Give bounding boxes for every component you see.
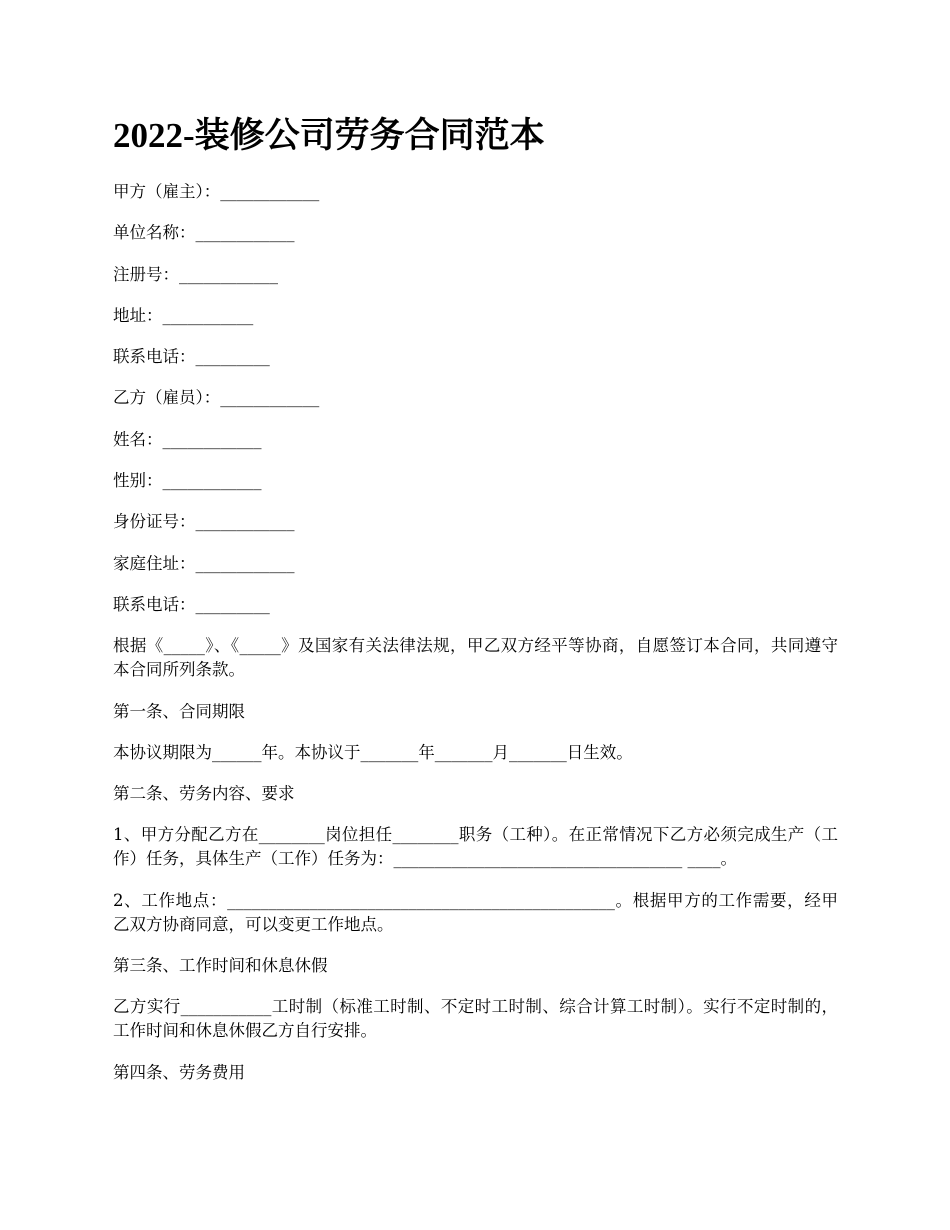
intro-paragraph: 根据《_____》、《_____》及国家有关法律法规，甲乙双方经平等协商，自愿签订本合同，共同遵守本合同所列条款。 xyxy=(113,636,838,680)
article1-text: 本协议期限为______年。本协议于_______年_______月_______日生效。 xyxy=(113,742,633,762)
article2-heading: 第二条、劳务内容、要求 xyxy=(113,784,295,804)
field-registration-number: 注册号：____________ xyxy=(113,264,278,284)
article2-item1: 1、甲方分配乙方在________岗位担任________职务（工种）。在正常情况下乙方必须完成生产（工作）任务，具体生产（工作）任务为：___________________________________ ____。 xyxy=(113,825,838,869)
article1-heading: 第一条、合同期限 xyxy=(113,701,245,721)
field-company-name: 单位名称：____________ xyxy=(113,223,295,243)
field-id-number: 身份证号：____________ xyxy=(113,512,295,532)
field-employee-phone: 联系电话：_________ xyxy=(113,594,270,614)
field-name: 姓名：____________ xyxy=(113,429,262,449)
field-home-address: 家庭住址：____________ xyxy=(113,553,295,573)
field-employee: 乙方（雇员）：____________ xyxy=(113,388,320,408)
field-employer-phone: 联系电话：_________ xyxy=(113,347,270,367)
document-title: 2022-装修公司劳务合同范本 xyxy=(113,116,545,155)
article4-heading: 第四条、劳务费用 xyxy=(113,1062,245,1082)
field-employer: 甲方（雇主）：____________ xyxy=(113,182,320,201)
article2-item2: 2、工作地点：_______________________________________________。根据甲方的工作需要，经甲乙双方协商同意，可以变更工作地点。 xyxy=(113,890,838,934)
field-gender: 性别：____________ xyxy=(113,471,262,491)
field-address: 地址：___________ xyxy=(113,305,254,325)
document-body xyxy=(113,180,838,1102)
article3-text: 乙方实行___________工时制（标准工时制、不定时工时制、综合计算工时制）。实行不定时制的，工作时间和休息休假乙方自行安排。 xyxy=(113,997,838,1041)
article3-heading: 第三条、工作时间和休息休假 xyxy=(113,956,328,976)
